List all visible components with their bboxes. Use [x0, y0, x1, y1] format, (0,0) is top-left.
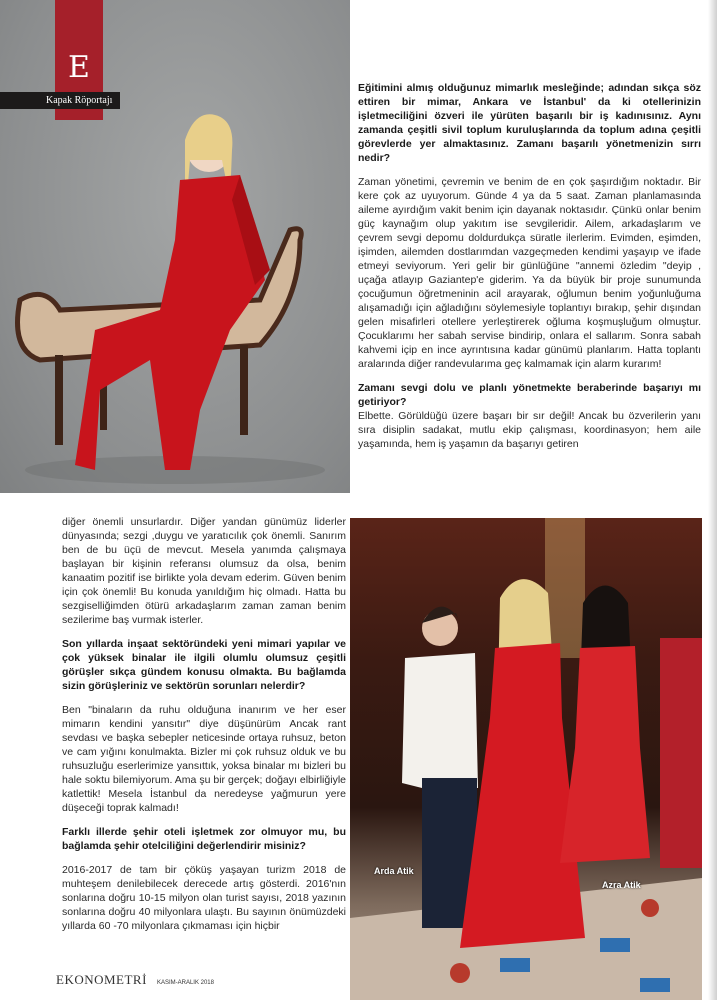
section-label: Kapak Röportajı [0, 92, 120, 109]
question-1: Eğitimini almış olduğunuz mimarlık mesleğinde; adından sıkça söz ettiren bir mimar, Ankara ve İstanbul' da ki otellerinizin işletmeciliğini özveri ile yürüten başarılı bir iş kadınısınız. Aynı zamanda çeşitli sivil toplum kuruluşlarında da toplum adına çeşitli görevlerde yer almaktasınız. Zamanı başarılı yönetmenizin sırrı nedir? [358, 82, 701, 164]
right-text-column [358, 81, 701, 461]
cover-portrait-photo [0, 0, 350, 493]
section-letter: E [68, 50, 90, 85]
caption-azra: Azra Atik [602, 880, 641, 890]
answer-1: Zaman yönetimi, çevremin ve benim de en çok şaşırdığım noktadır. Bir kere çok az uyuyorum. Günde 4 ya da 5 saat. Zaman planlamasında aileme ayırdığım vakit benim için dayanak noktasıdır. Çünkü onlar benim güç kaynağım olup yakıtım ise sevgileridir. Ailem, arkadaşlarım ve çevrem sevgi depomu doldurdukça süratle ilerlerim. Evimden, eşimden, işimden, ailemden dostlarımdan vazgeçmeden kendimi yaşayıp ve ifade etmeyi seviyorum. Yeri gelir bir günlüğüne "annemi özledim "deyip , uçağa atlayıp Gaziantep'e giderim. Ya da büyük bir proje sunumunda çocuğumun öğretmeninin acil arayarak, oğlumun benim yoğunluğuma alışamadığı için ağladığını söylemesiyle toplantıyı bırakıp, şehir dışından gelen misafirleri otellere yerleştirerek oğluma koşmuşluğum olmuştur. Çocuklarımı her sabah servise bindirip, onlara el sallarım. Sonra sabah kahvemi içip en ince ayrıntısına kadar günümü planlarım. Hatta toplantı aralarında diğer randevularıma geç kalmamak için alarm kurarım! [358, 176, 701, 370]
footer [56, 972, 214, 988]
answer-2-continued: diğer önemli unsurlardır. Diğer yandan günümüz liderler dünyasında; sezgi ,duygu ve yaratıcılık çok önemli. Sanırım ben de bu üçü de mevcut. Mesela yanımda çalışmaya başlayan bir kişinin referansı olumsuz da olsa, benim kanaatim pozitif ise birlikte yola devam ederim. Güven benim için çok önemli! Bu konuda yanıldığım hiç olmadı. Hatta bu sezgiselliğimden ötürü arkadaşlarım zaman zaman benim sezilerime baş vurmak isterler. [62, 516, 346, 626]
question-4: Farklı illerde şehir oteli işletmek zor olmuyor mu, bu bağlamda şehir otelciliğini değerlendirir misiniz? [62, 826, 346, 852]
left-text-column [62, 515, 346, 943]
answer-4: 2016-2017 de tam bir çöküş yaşayan turizm 2018 de muhteşem denilebilecek derecede artış gösterdi. 2016'nın sonlarına doğru 10-15 milyon olan turist sayısı, 2018 yazının sonlarına doğru 40 milyonlara ulaştı. Bu sayının önümüzdeki yıllarda 60 -70 milyonlara çıkmaması için hiçbir [62, 864, 346, 932]
question-3: Son yıllarda inşaat sektöründeki yeni mimari yapılar ve çok yüksek binalar ile ilgili olumlu olumsuz çeşitli görüşler sıkça gündem konusu olmakta. Bu bağlamda sizin görüşleriniz ve sektörün sorunları nelerdir? [62, 638, 346, 692]
answer-3: Ben "binaların da ruhu olduğuna inanırım ve her eser mimarın kendini yansıtır" diye düşünürüm Ancak rant sevdası ve başka sebepler neticesinde ortaya ruhsuz, beton ve cam yığını konulmakta. Bizler mi çok ruhsuz olduk ve bu ruhsuzluğu eserlerimize yansıttık, yoksa binalar mı bizleri bu hale soktu bilemiyorum. Ama şu bir gerçek; doğayı elbirliğiyle katlettik! Mesela İstanbul da neredeyse yağmurun yere düşeceği toprak kalmadı! [62, 704, 346, 814]
answer-2: Elbette. Görüldüğü üzere başarı bir sır değil! Ancak bu özverilerin yanı sıra disiplin sadakat, mutlu ekip çalışması, koordinasyon; hem aile yaşamında, hem iş yaşamın da başarıyı getiren [358, 410, 701, 450]
magazine-name: EKONOMETRİ [56, 972, 147, 987]
question-2: Zamanı sevgi dolu ve planlı yönetmekte beraberinde başarıyı mı getiriyor? [358, 382, 701, 408]
page-edge [708, 0, 717, 1000]
issue-date: KASIM-ARALIK 2018 [156, 980, 214, 986]
caption-arda: Arda Atik [374, 866, 414, 876]
family-event-photo [350, 518, 702, 1000]
